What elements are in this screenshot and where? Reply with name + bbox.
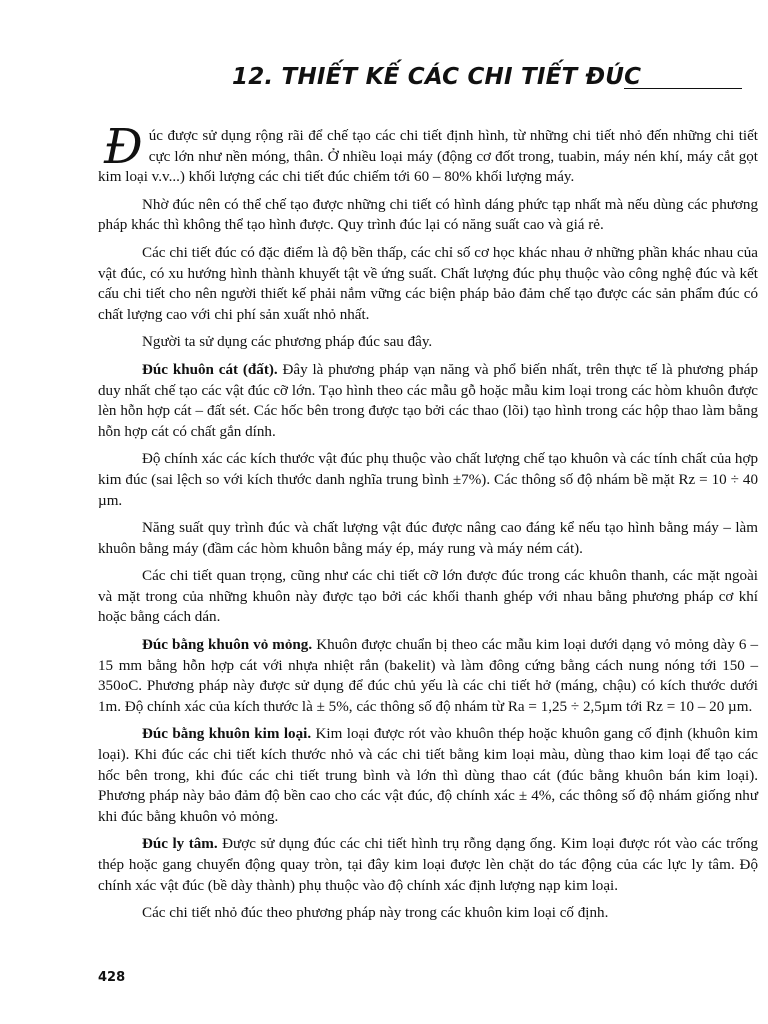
heading-rule bbox=[624, 88, 742, 89]
paragraph bbox=[98, 903, 758, 924]
paragraph-text: Được sử dụng đúc các chi tiết hình trụ rỗng dạng ống. Kim loại được rót vào các trống thép hoặc gang chuyển động quay tròn, tại đây kim loại được lèn chặt do tác động của các lực ly tâm. Độ chính xác vật đúc (bề dày thành) phụ thuộc vào độ chính xác định lượng nạp kim loại. bbox=[98, 836, 758, 894]
drop-cap: Đ bbox=[104, 119, 143, 175]
paragraph-lead: Đúc khuôn cát (đất). bbox=[142, 361, 278, 378]
paragraph-centrifugal bbox=[98, 834, 758, 896]
paragraph-text: Nhờ đúc nên có thể chế tạo được những chi tiết có hình dáng phức tạp nhất mà nếu dùng các phương pháp khác thì không thể tạo hình được. Quy trình đúc lại có năng suất cao và giá rẻ. bbox=[98, 196, 758, 234]
chapter-heading bbox=[232, 64, 742, 94]
paragraph-lead: Đúc bằng khuôn vỏ mỏng. bbox=[142, 637, 313, 654]
paragraph bbox=[98, 449, 758, 511]
paragraph-shell-mold bbox=[98, 635, 758, 717]
paragraph-text: Khuôn được chuẩn bị theo các mẫu kim loại dưới dạng vỏ mỏng dày 6 – 15 mm bằng hỗn hợp cát với nhựa nhiệt rắn (bakelit) và làm đông cứng bằng cách nung nóng tới 150 – 350oC. Phương pháp này được sử dụng để đúc chủ yếu là các chi tiết hở (máng, chậu) có kích thước dưới 1m. Độ chính xác của kích thước là ± 5%, các thông số độ nhám từ Ra = 1,25 ÷ 2,5µm tới Rz = 10 – 20 µm. bbox=[98, 637, 758, 715]
paragraph bbox=[98, 566, 758, 628]
paragraph-metal-mold bbox=[98, 724, 758, 827]
paragraph-intro bbox=[98, 119, 758, 188]
page-number: 428 bbox=[98, 970, 126, 985]
paragraph-text: Đây là phương pháp vạn năng và phổ biến nhất, trên thực tế là phương pháp duy nhất chế tạo các vật đúc cỡ lớn. Tạo hình theo các mẫu gỗ hoặc mẫu kim loại trong các hòm khuôn được lèn hỗn hợp cát – đất sét. Các hốc bên trong được tạo bởi các thao (lõi) tạo hình trong các hộp thao làm bằng hỗn hợp cát có chất gắn dính. bbox=[98, 361, 758, 440]
paragraph bbox=[98, 195, 758, 236]
paragraph-lead: Đúc bằng khuôn kim loại. bbox=[142, 726, 312, 743]
paragraph-text: Độ chính xác các kích thước vật đúc phụ thuộc vào chất lượng chế tạo khuôn và các tính chất của hợp kim đúc (sai lệch so với kích thước danh nghĩa trung bình ±7%). Các thông số độ nhám bề mặt Rz = 10 ÷ 40 µm. bbox=[98, 451, 758, 509]
paragraph bbox=[98, 332, 758, 353]
paragraph-text: Các chi tiết đúc có đặc điểm là độ bền thấp, các chỉ số cơ học khác nhau ở những phần khác nhau của vật đúc, có xu hướng hình thành khuyết tật về ứng suất. Chất lượng đúc phụ thuộc vào công nghệ đúc và kết cấu chi tiết cho nên người thiết kế phải nắm vững các biện pháp bảo đảm chế tạo được các sản phẩm đúc có chất lượng cao với chi phí sản xuất nhỏ nhất. bbox=[98, 244, 758, 323]
paragraph-text: Các chi tiết nhỏ đúc theo phương pháp này trong các khuôn kim loại cố định. bbox=[142, 905, 609, 922]
paragraph-sand-casting bbox=[98, 360, 758, 442]
paragraph bbox=[98, 243, 758, 325]
body-text bbox=[98, 119, 758, 931]
paragraph-text: Kim loại được rót vào khuôn thép hoặc khuôn gang cố định (khuôn kim loại). Khi đúc các chi tiết kích thước nhỏ và các chi tiết bằng kim loại màu, dùng thao kim loại để tạo các hốc bên trong, khi đúc các chi tiết trung bình và lớn thì dùng thao cát (đúc bằng khuôn bán kim loại). Phương pháp này bảo đảm độ bền cao cho các vật đúc, độ chính xác ± 4%, các thông số độ nhám giống như khi đúc bằng khuôn vỏ mỏng. bbox=[98, 726, 758, 825]
paragraph-text: úc được sử dụng rộng rãi để chế tạo các chi tiết định hình, từ những chi tiết nhỏ đến những chi tiết cực lớn như nền móng, thân. Ở nhiều loại máy (động cơ đốt trong, tuabin, máy nén khí, máy cắt gọt kim loại v.v...) khối lượng các chi tiết đúc chiếm tới 60 – 80% khối lượng máy. bbox=[98, 128, 758, 186]
paragraph-lead: Đúc ly tâm. bbox=[142, 836, 218, 853]
paragraph-text: Các chi tiết quan trọng, cũng như các chi tiết cỡ lớn được đúc trong các khuôn thanh, các mặt ngoài và mặt trong của những khuôn này được tạo bởi các khối thanh ghép với nhau bằng phương pháp cơ khí hoặc bằng cách dán. bbox=[98, 568, 758, 626]
paragraph-text: Người ta sử dụng các phương pháp đúc sau đây. bbox=[142, 334, 433, 351]
chapter-title: 12. THIẾT KẾ CÁC CHI TIẾT ĐÚC bbox=[232, 64, 642, 90]
paragraph-text: Năng suất quy trình đúc và chất lượng vật đúc được nâng cao đáng kể nếu tạo hình bằng máy – làm khuôn bằng máy (đầm các hòm khuôn bằng máy ép, máy rung và máy ném cát). bbox=[98, 520, 758, 557]
paragraph bbox=[98, 518, 758, 559]
